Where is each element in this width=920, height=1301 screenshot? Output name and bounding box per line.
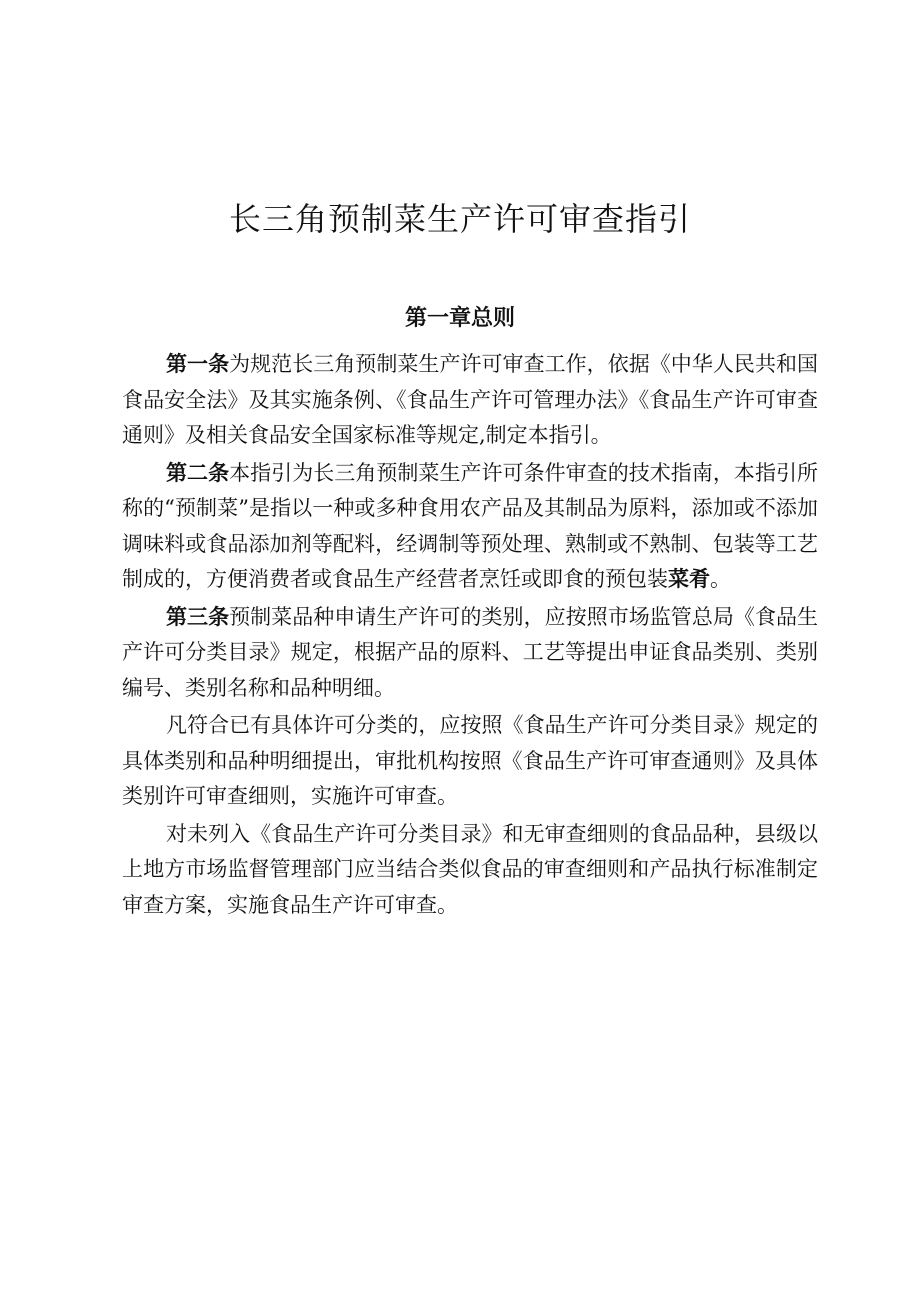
- article-3-number: 第三条: [166, 604, 230, 629]
- chapter-title: 第一章总则: [404, 306, 515, 332]
- document-body: [122, 347, 818, 925]
- article-3-text: 预制菜品种申请生产许可的类别，应按照市场监管总局《食品生产许可分类目录》规定，根据产品的原料、工艺等提出申证食品类别、类别编号、类别名称和品种明细。: [122, 604, 819, 700]
- article-1-text: 为规范长三角预制菜生产许可审查工作，依据《中华人民共和国食品安全法》及其实施条例、《食品生产许可管理办法》《食品生产许可审查通则》及相关食品安全国家标准等规定,制定本指引。: [122, 352, 819, 447]
- article-1-paragraph: [122, 347, 818, 454]
- article-2-emphasis: 菜肴: [668, 567, 710, 591]
- article-2-paragraph: [122, 456, 818, 598]
- article-2-text: 本指引为长三角预制菜生产许可条件审查的技术指南，本指引所称的“预制菜”是指以一种或多种食用农产品及其制品为原料，添加或不添加调味料或食品添加剂等配料，经调制等预处理、熟制或不熟制、包装等工艺制成的，方便消费者或食品生产经营者烹饪或即食的预包装: [122, 460, 819, 591]
- article-3-text-2: 凡符合已有具体许可分类的，应按照《食品生产许可分类目录》规定的具体类别和品种明细提出，审批机构按照《食品生产许可审查通则》及具体类别许可审查细则，实施许可审查。: [122, 713, 818, 808]
- article-3-text-3: 对未列入《食品生产许可分类目录》和无审查细则的食品品种，县级以上地方市场监督管理部门应当结合类似食品的审查细则和产品执行标准制定审查方案，实施食品生产许可审查。: [122, 821, 818, 917]
- article-2-number: 第二条: [166, 460, 230, 485]
- article-3-paragraph-2: [122, 708, 818, 815]
- article-2-tail: 。: [710, 567, 731, 591]
- article-3-paragraph-3: [122, 817, 818, 924]
- article-3-paragraph: [122, 600, 818, 707]
- document-title: 长三角预制菜生产许可审查指引: [228, 200, 691, 239]
- article-1-number: 第一条: [166, 352, 230, 376]
